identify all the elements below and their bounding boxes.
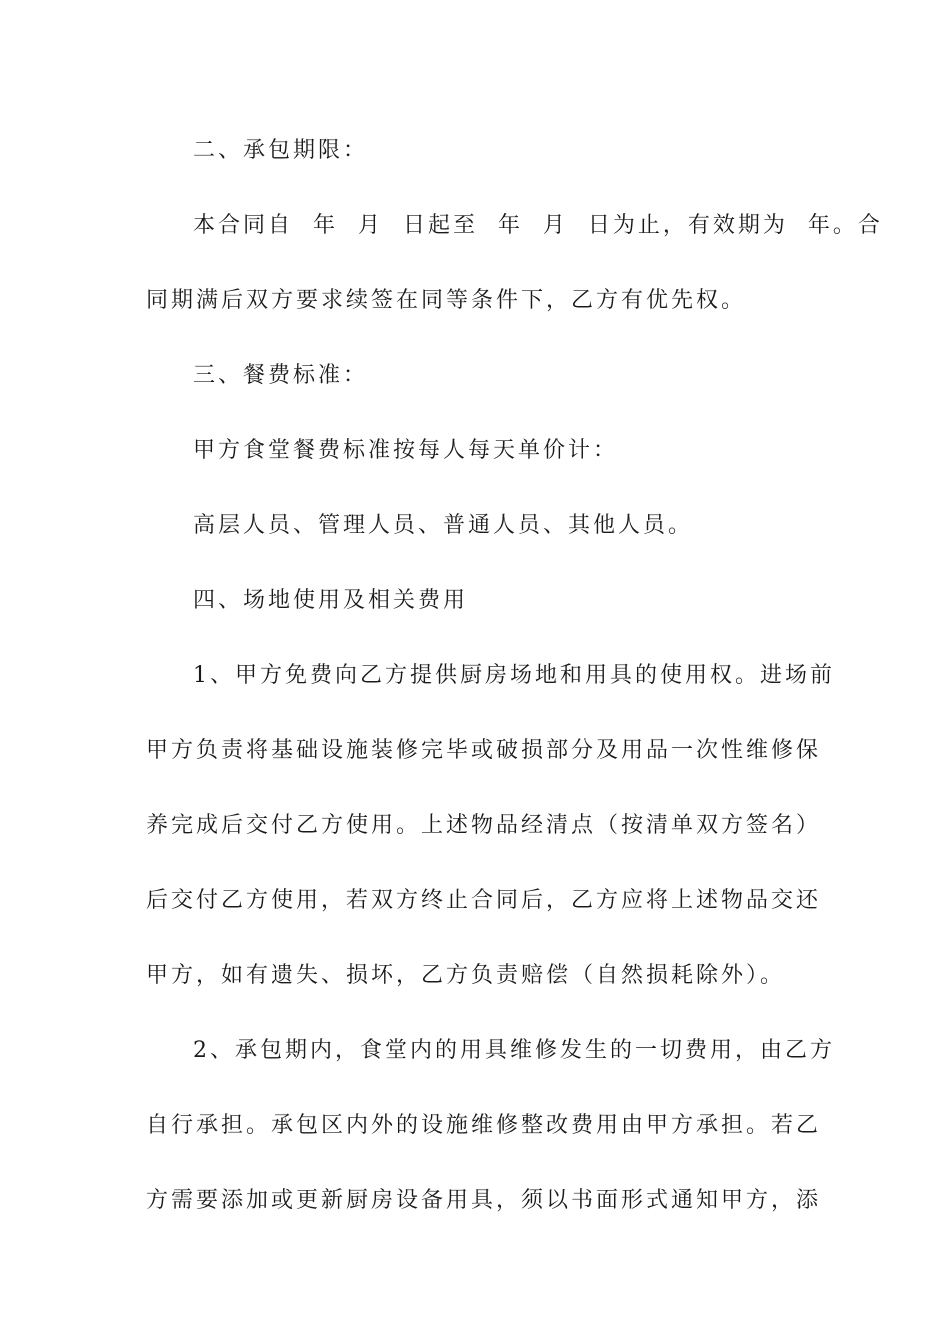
paragraph-line: 同期满后双方要求续签在同等条件下，乙方有优先权。: [146, 288, 747, 313]
section-heading-meal-fee: 三、餐费标准：: [193, 363, 369, 388]
clause-line: 方需要添加或更新厨房设备用具，须以书面形式通知甲方，添: [146, 1188, 822, 1213]
paragraph-line: 高层人员、管理人员、普通人员、其他人员。: [193, 513, 694, 538]
clause-line: 养完成后交付乙方使用。上述物品经清点（按清单双方签名）: [146, 813, 822, 838]
clause-line: 自行承担。承包区内外的设施维修整改费用由甲方承担。若乙: [146, 1113, 822, 1138]
clause-line: 1、甲方免费向乙方提供厨房场地和用具的使用权。进场前: [193, 663, 835, 688]
clause-line: 后交付乙方使用，若双方终止合同后，乙方应将上述物品交还: [146, 888, 822, 913]
paragraph-line: 本合同自 年 月 日起至 年 月 日为止，有效期为 年。合: [193, 213, 883, 238]
clause-line: 甲方，如有遗失、损坏，乙方负责赔偿（自然损耗除外）。: [146, 963, 786, 988]
section-heading-venue: 四、场地使用及相关费用: [193, 588, 469, 613]
clause-line: 甲方负责将基础设施装修完毕或破损部分及用品一次性维修保: [146, 738, 822, 763]
paragraph-line: 甲方食堂餐费标准按每人每天单价计：: [193, 438, 619, 463]
clause-line: 2、承包期内，食堂内的用具维修发生的一切费用，由乙方: [193, 1038, 835, 1063]
section-heading-term: 二、承包期限：: [193, 138, 369, 163]
